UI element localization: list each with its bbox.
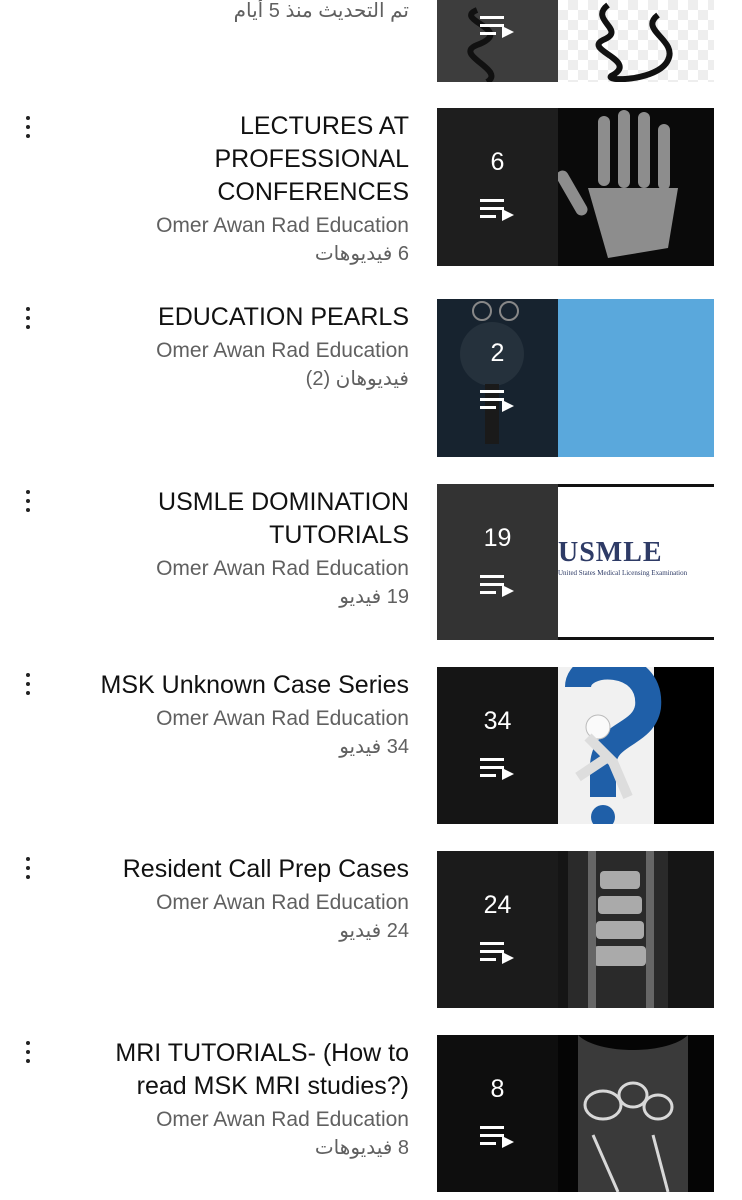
playlist-item[interactable] (0, 1035, 742, 1192)
playlist-title[interactable]: Resident Call Prep Cases (122, 855, 409, 883)
video-count-text: 8 فيديوهات (314, 1137, 409, 1159)
thumbnail-overlay (437, 851, 558, 1008)
hand-xray-image (558, 108, 714, 266)
more-vert-icon[interactable] (14, 114, 42, 148)
playlist-title[interactable]: MRI TUTORIALS- (How to read MSK MRI studies?) (115, 1039, 409, 1100)
playlist-play-icon (480, 756, 516, 780)
playlist-item[interactable] (0, 299, 742, 457)
playlist-play-icon (480, 197, 516, 221)
usmle-logo-text: USMLE (558, 537, 663, 568)
playlist-item[interactable] (0, 484, 742, 640)
playlist-thumbnail[interactable] (437, 0, 714, 82)
video-count-text: فيديوهان (2) (305, 368, 409, 390)
thumbnail-overlay (437, 1035, 558, 1192)
playlist-item-top[interactable] (0, 0, 742, 82)
more-vert-icon[interactable] (14, 305, 42, 339)
channel-name: Omer Awan Rad Education (156, 707, 409, 730)
playlist-thumbnail[interactable] (437, 108, 714, 266)
playlist-thumbnail[interactable] (437, 667, 714, 824)
playlist-title[interactable]: MSK Unknown Case Series (100, 671, 409, 699)
more-vert-icon[interactable] (14, 1039, 42, 1073)
more-vert-icon[interactable] (14, 671, 42, 705)
playlist-count: 6 (490, 148, 505, 176)
playlist-thumbnail[interactable] (437, 299, 714, 457)
thumbnail-overlay (437, 108, 558, 266)
playlist-play-icon (480, 388, 516, 412)
playlist-count: 2 (490, 339, 505, 367)
thumbnail-art (558, 0, 714, 82)
video-count-text: 6 فيديوهات (314, 243, 409, 265)
more-vert-icon[interactable] (14, 855, 42, 889)
channel-name: Omer Awan Rad Education (156, 1108, 409, 1131)
thumbnail-overlay (437, 667, 558, 824)
wrist-mri-image (558, 1035, 714, 1192)
spine-ct-image (558, 851, 714, 1008)
playlist-count: 19 (483, 524, 512, 552)
thumbnail-overlay (437, 484, 558, 640)
playlist-item[interactable] (0, 667, 742, 824)
playlist-title[interactable]: EDUCATION PEARLS (158, 303, 409, 331)
playlist-title[interactable]: USMLE DOMINATION TUTORIALS (158, 488, 409, 549)
video-count-text: 34 فيديو (339, 736, 409, 758)
updated-text: تم التحديث منذ 5 أيام (233, 0, 409, 22)
playlist-count: 8 (490, 1075, 505, 1103)
playlist-title[interactable]: LECTURES AT PROFESSIONAL CONFERENCES (214, 112, 409, 206)
playlist-count: 34 (483, 707, 512, 735)
playlist-item[interactable] (0, 108, 742, 266)
usmle-logo-subtext: United States Medical Licensing Examination (558, 569, 688, 577)
playlist-play-icon (480, 14, 516, 38)
playlist-item[interactable] (0, 851, 742, 1008)
playlist-count: 24 (483, 891, 512, 919)
channel-name: Omer Awan Rad Education (156, 339, 409, 362)
playlist-thumbnail[interactable] (437, 1035, 714, 1192)
playlist-play-icon (480, 940, 516, 964)
thumbnail-overlay (437, 299, 558, 457)
playlist-thumbnail[interactable] (437, 851, 714, 1008)
playlist-play-icon (480, 1124, 516, 1148)
question-mark-figure-image (558, 667, 714, 824)
video-count-text: 24 فيديو (339, 920, 409, 942)
playlist-play-icon (480, 573, 516, 597)
channel-name: Omer Awan Rad Education (156, 891, 409, 914)
microphone-blue-image (558, 299, 714, 457)
channel-name: Omer Awan Rad Education (156, 214, 409, 237)
channel-name: Omer Awan Rad Education (156, 557, 409, 580)
thumbnail-overlay (437, 0, 558, 82)
video-count-text: 19 فيديو (339, 586, 409, 608)
more-vert-icon[interactable] (14, 488, 42, 522)
playlist-thumbnail[interactable] (437, 484, 714, 640)
usmle-logo-image (558, 484, 714, 640)
